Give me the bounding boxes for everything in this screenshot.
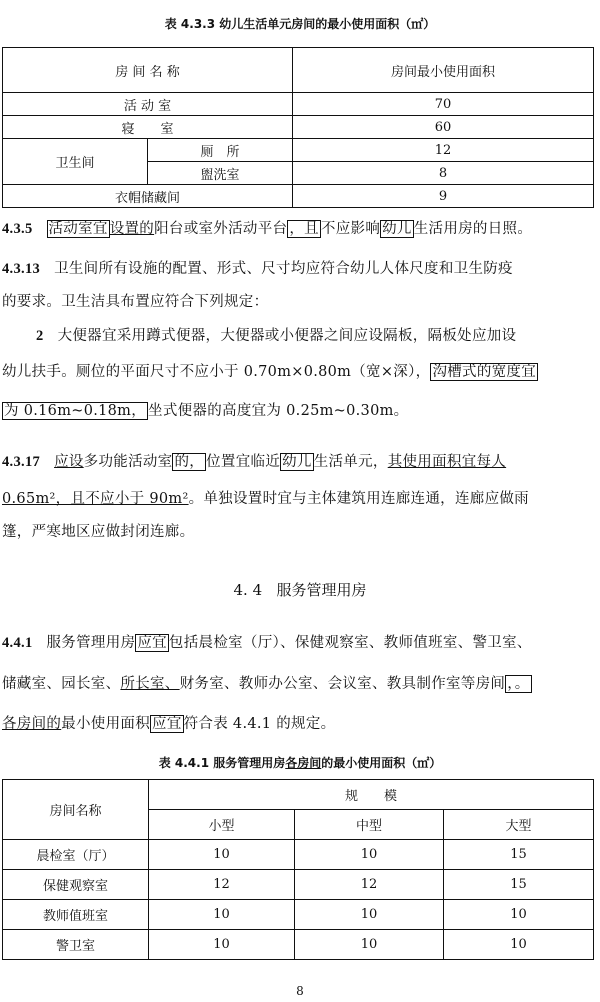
table-row (3, 930, 594, 960)
header-min-area: 房间最小使用面积 (293, 48, 594, 93)
section-title: 服务管理用房 (276, 581, 367, 599)
area-large: 15 (444, 840, 594, 870)
clause-4-3-17-line1 (2, 450, 506, 471)
room-name: 厕 所 (148, 139, 293, 162)
table-row (3, 185, 594, 208)
clause-text: 生活用房的日照。 (413, 221, 533, 237)
area-medium: 10 (295, 900, 444, 930)
clause-text: 。单独设置时宜与主体建筑用连廊连通，连廊应做雨 (188, 491, 529, 507)
room-name: 活 动 室 (3, 93, 293, 116)
marked-text: 0.65m²，且不应小于 90m² (2, 491, 189, 507)
marked-text: ，。 (507, 676, 530, 692)
area-medium: 10 (295, 840, 444, 870)
section-heading (0, 579, 600, 600)
area-small: 10 (149, 840, 295, 870)
area-medium: 12 (295, 870, 444, 900)
caption-text: 表 4.4.1 服务管理用房 (158, 756, 286, 770)
marked-text: 活动室宜 (48, 221, 108, 237)
room-area: 8 (293, 162, 594, 185)
room-area: 60 (293, 116, 594, 139)
item-number: 2 (36, 328, 44, 344)
clause-4-3-13-line2: 的要求。卫生洁具布置应符合下列规定： (2, 294, 269, 310)
area-large: 10 (444, 930, 594, 960)
room-area: 70 (293, 93, 594, 116)
clause-4-3-13-line1 (2, 257, 513, 278)
clause-number: 4.3.13 (2, 261, 41, 277)
table-row (3, 116, 594, 139)
clause-text: 幼儿扶手。厕位的平面尺寸不应小于 0.70m×0.80m（宽×深）， (2, 364, 431, 380)
clause-text: 最小使用面积 (61, 716, 151, 732)
room-group-name: 卫生间 (3, 139, 148, 185)
marked-text: 各房间的 (2, 716, 62, 732)
table-row (3, 900, 594, 930)
page-number: 8 (296, 984, 304, 998)
section-number: 4. 4 (233, 581, 263, 599)
clause-4-3-17-line2 (2, 487, 529, 508)
marked-text: 幼儿 (382, 221, 412, 237)
clause-text: 多功能活动室 (83, 454, 173, 470)
marked-text: 应宜 (137, 635, 167, 651)
clause-text: 不应影响 (320, 221, 381, 237)
table-row (3, 93, 594, 116)
header-scale: 规 模 (149, 780, 594, 810)
table-4-3-3-caption: 表 4.3.3 幼儿生活单元房间的最小使用面积（㎡） (164, 17, 436, 31)
table-4-3-3 (2, 47, 594, 208)
room-name: 寝 室 (3, 116, 293, 139)
header-room-name: 房 间 名 称 (3, 48, 293, 93)
table-header-row (3, 780, 594, 810)
table-4-4-1 (2, 779, 594, 960)
marked-text: ，且 (289, 221, 319, 237)
clause-text: 储藏室、园长室、 (2, 676, 121, 692)
clause-4-4-1-line1 (2, 631, 532, 652)
table-4-4-1-caption (0, 754, 600, 771)
clause-4-3-13-item-line1 (36, 324, 516, 345)
clause-text: 卫生间所有设施的配置、形式、尺寸均应符合幼儿人体尺度和卫生防疫 (54, 261, 513, 277)
marked-text: 应设 (54, 454, 84, 470)
room-area: 12 (293, 139, 594, 162)
clause-text: 大便器宜采用蹲式便器，大便器或小便器之间应设隔板，隔板处应加设 (57, 328, 517, 344)
marked-text: 设置的 (109, 221, 155, 237)
table-row (3, 139, 594, 162)
clause-number: 4.3.17 (2, 454, 41, 470)
clause-text: 财务室、教师办公室、会议室、教具制作室等房间 (179, 676, 506, 692)
marked-text: 所长室、 (120, 676, 180, 692)
clause-text: 符合表 4.4.1 的规定。 (183, 716, 336, 732)
area-small: 10 (149, 930, 295, 960)
caption-text: 的最小使用面积（㎡） (321, 756, 442, 770)
header-size-large: 大型 (444, 810, 594, 840)
area-large: 15 (444, 870, 594, 900)
table-header-row (3, 48, 594, 93)
clause-4-4-1-line2 (2, 672, 532, 693)
table-row (3, 870, 594, 900)
clause-text: 坐式便器的高度宜为 0.25m~0.30m。 (148, 403, 409, 419)
marked-text: 其使用面积宜每人 (387, 454, 507, 470)
clause-text: 包括晨检室（厅）、保健观察室、教师值班室、警卫室、 (168, 635, 532, 651)
marked-text: 各房间 (285, 756, 322, 770)
clause-4-3-17-line3: 篷，严寒地区应做封闭连廊。 (2, 524, 195, 540)
clause-number: 4.4.1 (2, 635, 33, 651)
marked-text: 应宜 (152, 716, 182, 732)
clause-text: 生活单元， (313, 454, 388, 470)
clause-4-3-5 (2, 217, 532, 238)
table-row (3, 840, 594, 870)
marked-text: 沟槽式的宽度宜 (432, 364, 537, 380)
clause-4-3-13-item-line2 (2, 360, 538, 381)
marked-text: 幼儿 (282, 454, 312, 470)
room-name: 盥洗室 (148, 162, 293, 185)
room-name: 保健观察室 (3, 870, 149, 900)
room-area: 9 (293, 185, 594, 208)
area-small: 10 (149, 900, 295, 930)
clause-text: 阳台或室外活动平台 (154, 221, 288, 237)
area-medium: 10 (295, 930, 444, 960)
clause-text: 服务管理用房 (46, 635, 136, 651)
room-name: 晨检室（厅） (3, 840, 149, 870)
clause-text: 位置宜临近 (206, 454, 281, 470)
room-name: 教师值班室 (3, 900, 149, 930)
area-large: 10 (444, 900, 594, 930)
header-size-medium: 中型 (295, 810, 444, 840)
clause-4-3-13-item-line3 (2, 399, 408, 420)
area-small: 12 (149, 870, 295, 900)
room-name: 衣帽储藏间 (3, 185, 293, 208)
clause-number: 4.3.5 (2, 221, 33, 237)
marked-text: 的， (174, 454, 205, 470)
header-size-small: 小型 (149, 810, 295, 840)
room-name: 警卫室 (3, 930, 149, 960)
marked-text: 为 0.16m~0.18m， (4, 403, 147, 419)
clause-4-4-1-line3 (2, 712, 335, 733)
header-room-name: 房间名称 (3, 780, 149, 840)
